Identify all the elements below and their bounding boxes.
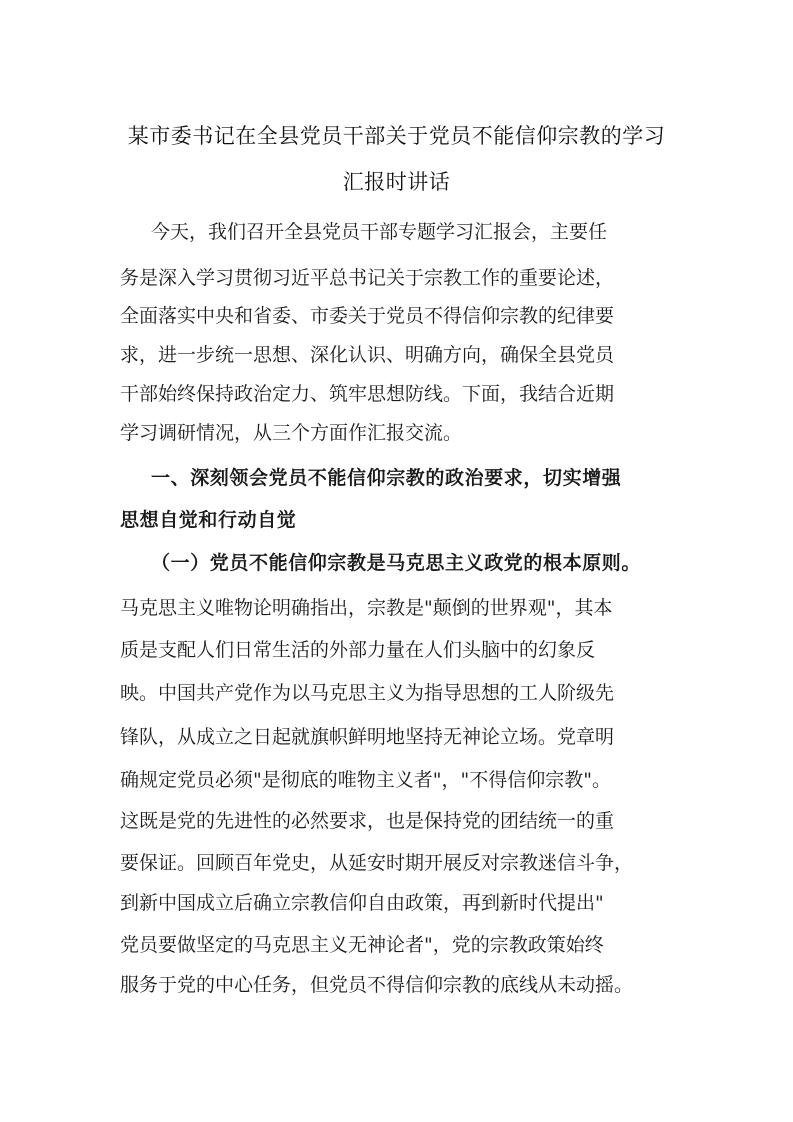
section-heading-line-1: 一、深刻领会党员不能信仰宗教的政治要求，切实增强 (151, 467, 622, 489)
document-title-line-2: 汇报时讲话 (342, 170, 451, 194)
subsection-heading: （一）党员不能信仰宗教是马克思主义政党的根本原则。 (151, 552, 642, 574)
body-paragraph-line: 党员要做坚定的马克思主义无神论者"，党的宗教政策始终 (120, 934, 604, 956)
body-paragraph-line: 质是支配人们日常生活的外部力量在人们头脑中的幻象反 (120, 639, 596, 661)
intro-paragraph-line: 今天，我们召开全县党员干部专题学习汇报会，主要任 (151, 221, 608, 243)
body-paragraph-line: 这既是党的先进性的必然要求，也是保持党的团结统一的重 (120, 810, 615, 832)
body-paragraph-line: 要保证。回顾百年党史，从延安时期开展反对宗教迷信斗争， (120, 852, 634, 874)
document-title-line-1: 某市委书记在全县党员干部关于党员不能信仰宗教的学习 (127, 124, 666, 148)
intro-paragraph-line: 干部始终保持政治定力、筑牢思想防线。下面，我结合近期 (120, 383, 615, 405)
body-paragraph-line: 确规定党员必须"是彻底的唯物主义者"，"不得信仰宗教"。 (120, 769, 611, 791)
body-paragraph-line: 映。中国共产党作为以马克思主义为指导思想的工人阶级先 (120, 682, 615, 704)
body-paragraph-line: 到新中国成立后确立宗教信仰自由政策，再到新时代提出" (120, 892, 604, 914)
intro-paragraph-line: 求，进一步统一思想、深化认识、明确方向，确保全县党员 (120, 344, 615, 366)
body-paragraph-line: 服务于党的中心任务，但党员不得信仰宗教的底线从未动摇。 (120, 974, 634, 996)
intro-paragraph-line: 务是深入学习贯彻习近平总书记关于宗教工作的重要论述， (120, 267, 615, 289)
intro-paragraph-line: 学习调研情况，从三个方面作汇报交流。 (120, 422, 463, 444)
body-paragraph-line: 马克思主义唯物论明确指出，宗教是"颠倒的世界观"，其本 (120, 597, 613, 619)
body-paragraph-line: 锋队，从成立之日起就旗帜鲜明地坚持无神论立场。党章明 (120, 726, 615, 748)
intro-paragraph-line: 全面落实中央和省委、市委关于党员不得信仰宗教的纪律要 (120, 305, 615, 327)
section-heading-line-2: 思想自觉和行动自觉 (120, 509, 297, 531)
